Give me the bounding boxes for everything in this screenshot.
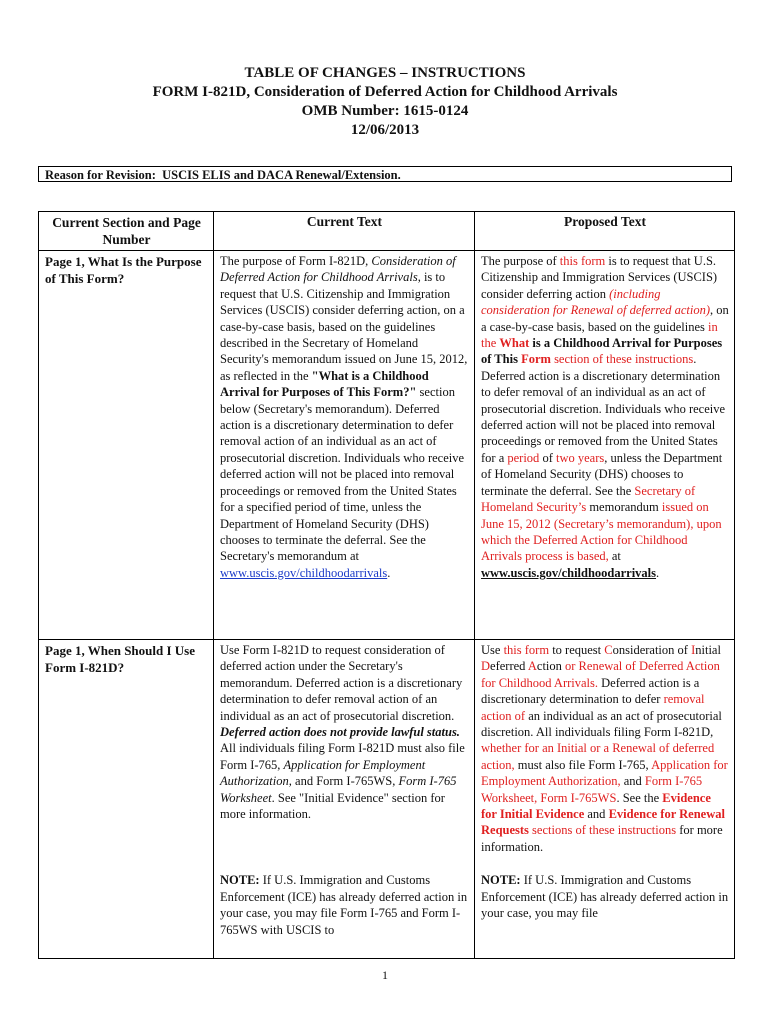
text-run: issued on June 15, 2012 (Secretary’s memorandum), upon which the Deferred Action for Childhood Arrivals process is based, <box>481 500 722 564</box>
text-run: in the <box>481 319 718 351</box>
note-label: NOTE: <box>481 873 521 888</box>
text-run: . See the <box>616 790 663 805</box>
text-run: All individuals filing Form I-821D must also file Form I-765, <box>220 741 465 772</box>
text-run: "What is a Childhood Arrival for Purposes of This Form?" <box>220 368 429 400</box>
text-run: I <box>691 643 696 657</box>
text-run: C <box>604 643 613 657</box>
title-line-4: 12/06/2013 <box>350 122 420 138</box>
text-run: two years <box>555 450 605 465</box>
title-line-2: FORM I-821D, Consideration of Deferred Action for Childhood Arrivals <box>152 84 618 100</box>
text-run: . See "Initial Evidence" section for more information. <box>220 790 445 822</box>
uscis-link[interactable]: www.uscis.gov/childhoodarrivals <box>220 565 388 580</box>
text-run: this form <box>503 643 550 657</box>
text-run: at <box>608 549 621 564</box>
text-run: Deferred action does not provide lawful status. <box>220 725 460 740</box>
text-run: Application for Employment Authorization, <box>481 757 728 789</box>
text-run: If U.S. Immigration and Customs Enforcement (ICE) has already deferred action in your case, you may file Form I-765 and Form I-765WS with USCIS to <box>220 873 468 937</box>
text-run: If U.S. Immigration and Customs Enforcement (ICE) has already deferred action in your case, you may file <box>481 873 729 921</box>
section-cell: Page 1, When Should I Use Form I-821D? <box>39 640 214 959</box>
current-text-cell <box>214 640 475 959</box>
header-proposed-text: Proposed Text <box>475 212 735 251</box>
text-run: must also file Form I-765, <box>514 757 652 772</box>
text-run: . <box>656 565 660 580</box>
title-line-1: TABLE OF CHANGES – INSTRUCTIONS <box>244 65 526 81</box>
text-run: ction <box>536 659 566 674</box>
table-row <box>39 640 735 959</box>
text-run: eferred <box>490 659 528 674</box>
note-label: NOTE: <box>220 873 260 888</box>
text-run: Use Form I-821D to request consideration of deferred action under the Secretary's memorandum. Deferred action is a discretionary determination to defer removal action of an individual as an act of prosecutorial discretion. <box>220 643 463 723</box>
document-title <box>0 64 770 140</box>
proposed-text-cell <box>475 640 735 959</box>
reason-for-revision <box>38 166 732 182</box>
text-run: or Renewal of Deferred Action for Childhood Arrivals. <box>481 659 720 690</box>
text-run: , is to request that U.S. Citizenship and Immigration Services (USCIS) consider deferring action, on a case-by-case basis, based on the guidelines described in the Secretary of Homeland Security's memorandum issued on June 15, 2012, as reflected in the <box>220 270 468 383</box>
current-text-cell <box>214 251 475 640</box>
text-run: memorandum <box>586 500 662 515</box>
changes-table <box>38 211 735 959</box>
page-number: 1 <box>382 968 388 982</box>
text-run: Deferred action is a discretionary determination to defer <box>481 675 700 707</box>
text-run: Form <box>521 352 551 367</box>
text-run: . <box>387 565 391 580</box>
text-run: removal action of <box>481 692 705 723</box>
reason-label: Reason for Revision: <box>45 168 156 182</box>
table-row <box>39 251 735 640</box>
text-run: Evidence for Initial Evidence <box>481 790 711 822</box>
text-run: . Deferred action is a discretionary determination to defer removal of an individual as an act of prosecutorial discretion. Individuals who receive deferred action will not be placed into removal proceedings or removed from the United States for a <box>481 352 726 465</box>
text-run: this form <box>559 254 606 268</box>
text-run: and <box>584 807 609 822</box>
text-run: of <box>539 450 556 465</box>
proposed-text-cell <box>475 251 735 640</box>
table-header-row <box>39 212 735 251</box>
text-run: The purpose of <box>481 254 560 268</box>
header-current-text: Current Text <box>214 212 475 251</box>
text-run: Evidence for Renewal Requests <box>481 807 725 838</box>
text-run: whether for an Initial or a Renewal of deferred action, <box>481 741 715 772</box>
text-run: an individual as an act of prosecutorial discretion. All individuals filing Form I-821D, <box>481 708 722 740</box>
text-run: is a Childhood Arrival for Purposes of This <box>481 336 723 367</box>
header-section: Current Section and Page Number <box>39 212 214 251</box>
section-cell: Page 1, What Is the Purpose of This Form? <box>39 251 214 640</box>
text-run: sections of these instructions <box>532 823 677 838</box>
text-run: section of these instructions <box>554 352 694 367</box>
text-run: , unless the Department of Homeland Security (DHS) chooses to terminate the deferral. See the <box>481 450 723 498</box>
text-run: onsideration of <box>612 643 692 657</box>
title-line-3: OMB Number: 1615-0124 <box>301 103 469 119</box>
text-run: Form I-765 Worksheet, Form I-765WS <box>481 774 703 805</box>
text-run: Use <box>481 643 504 657</box>
text-run: Application for Employment Authorization, <box>220 757 426 789</box>
text-run: and <box>620 774 645 789</box>
text-run: is to request that U.S. Citizenship and Immigration Services (USCIS) consider deferring action <box>481 254 718 301</box>
text-run: Consideration of Deferred Action for Childhood Arrivals <box>220 254 456 285</box>
uscis-link[interactable]: www.uscis.gov/childhoodarrivals <box>481 565 657 580</box>
text-run: section below (Secretary's memorandum). Deferred action is a discretionary determination to defer removal action of an individual as an act of prosecutorial discretion. Individuals who receive deferred action will not be placed into removal proceedings or removed from the United States for a specified period of time, unless the Department of Homeland Security (DHS) chooses to terminate the deferral. See the Secretary's memorandum at <box>220 385 465 564</box>
text-run: period <box>507 450 540 465</box>
text-run: , on a case-by-case basis, based on the guidelines <box>481 303 729 334</box>
text-run: What <box>499 336 530 351</box>
text-run: D <box>481 659 491 674</box>
text-run: The purpose of Form I-821D, <box>220 254 372 268</box>
text-run: for more information. <box>481 823 723 854</box>
text-run: A <box>527 659 537 674</box>
text-run: and Form I-765WS, <box>291 774 399 789</box>
text-run: nitial <box>695 643 721 657</box>
text-run: to request <box>549 643 605 657</box>
reason-text: USCIS ELIS and DACA Renewal/Extension. <box>162 168 401 182</box>
text-run: Secretary of Homeland Security’s <box>481 483 696 515</box>
text-run: (including consideration for Renewal of deferred action) <box>481 286 711 318</box>
text-run: Form I-765 Worksheet <box>220 774 457 805</box>
